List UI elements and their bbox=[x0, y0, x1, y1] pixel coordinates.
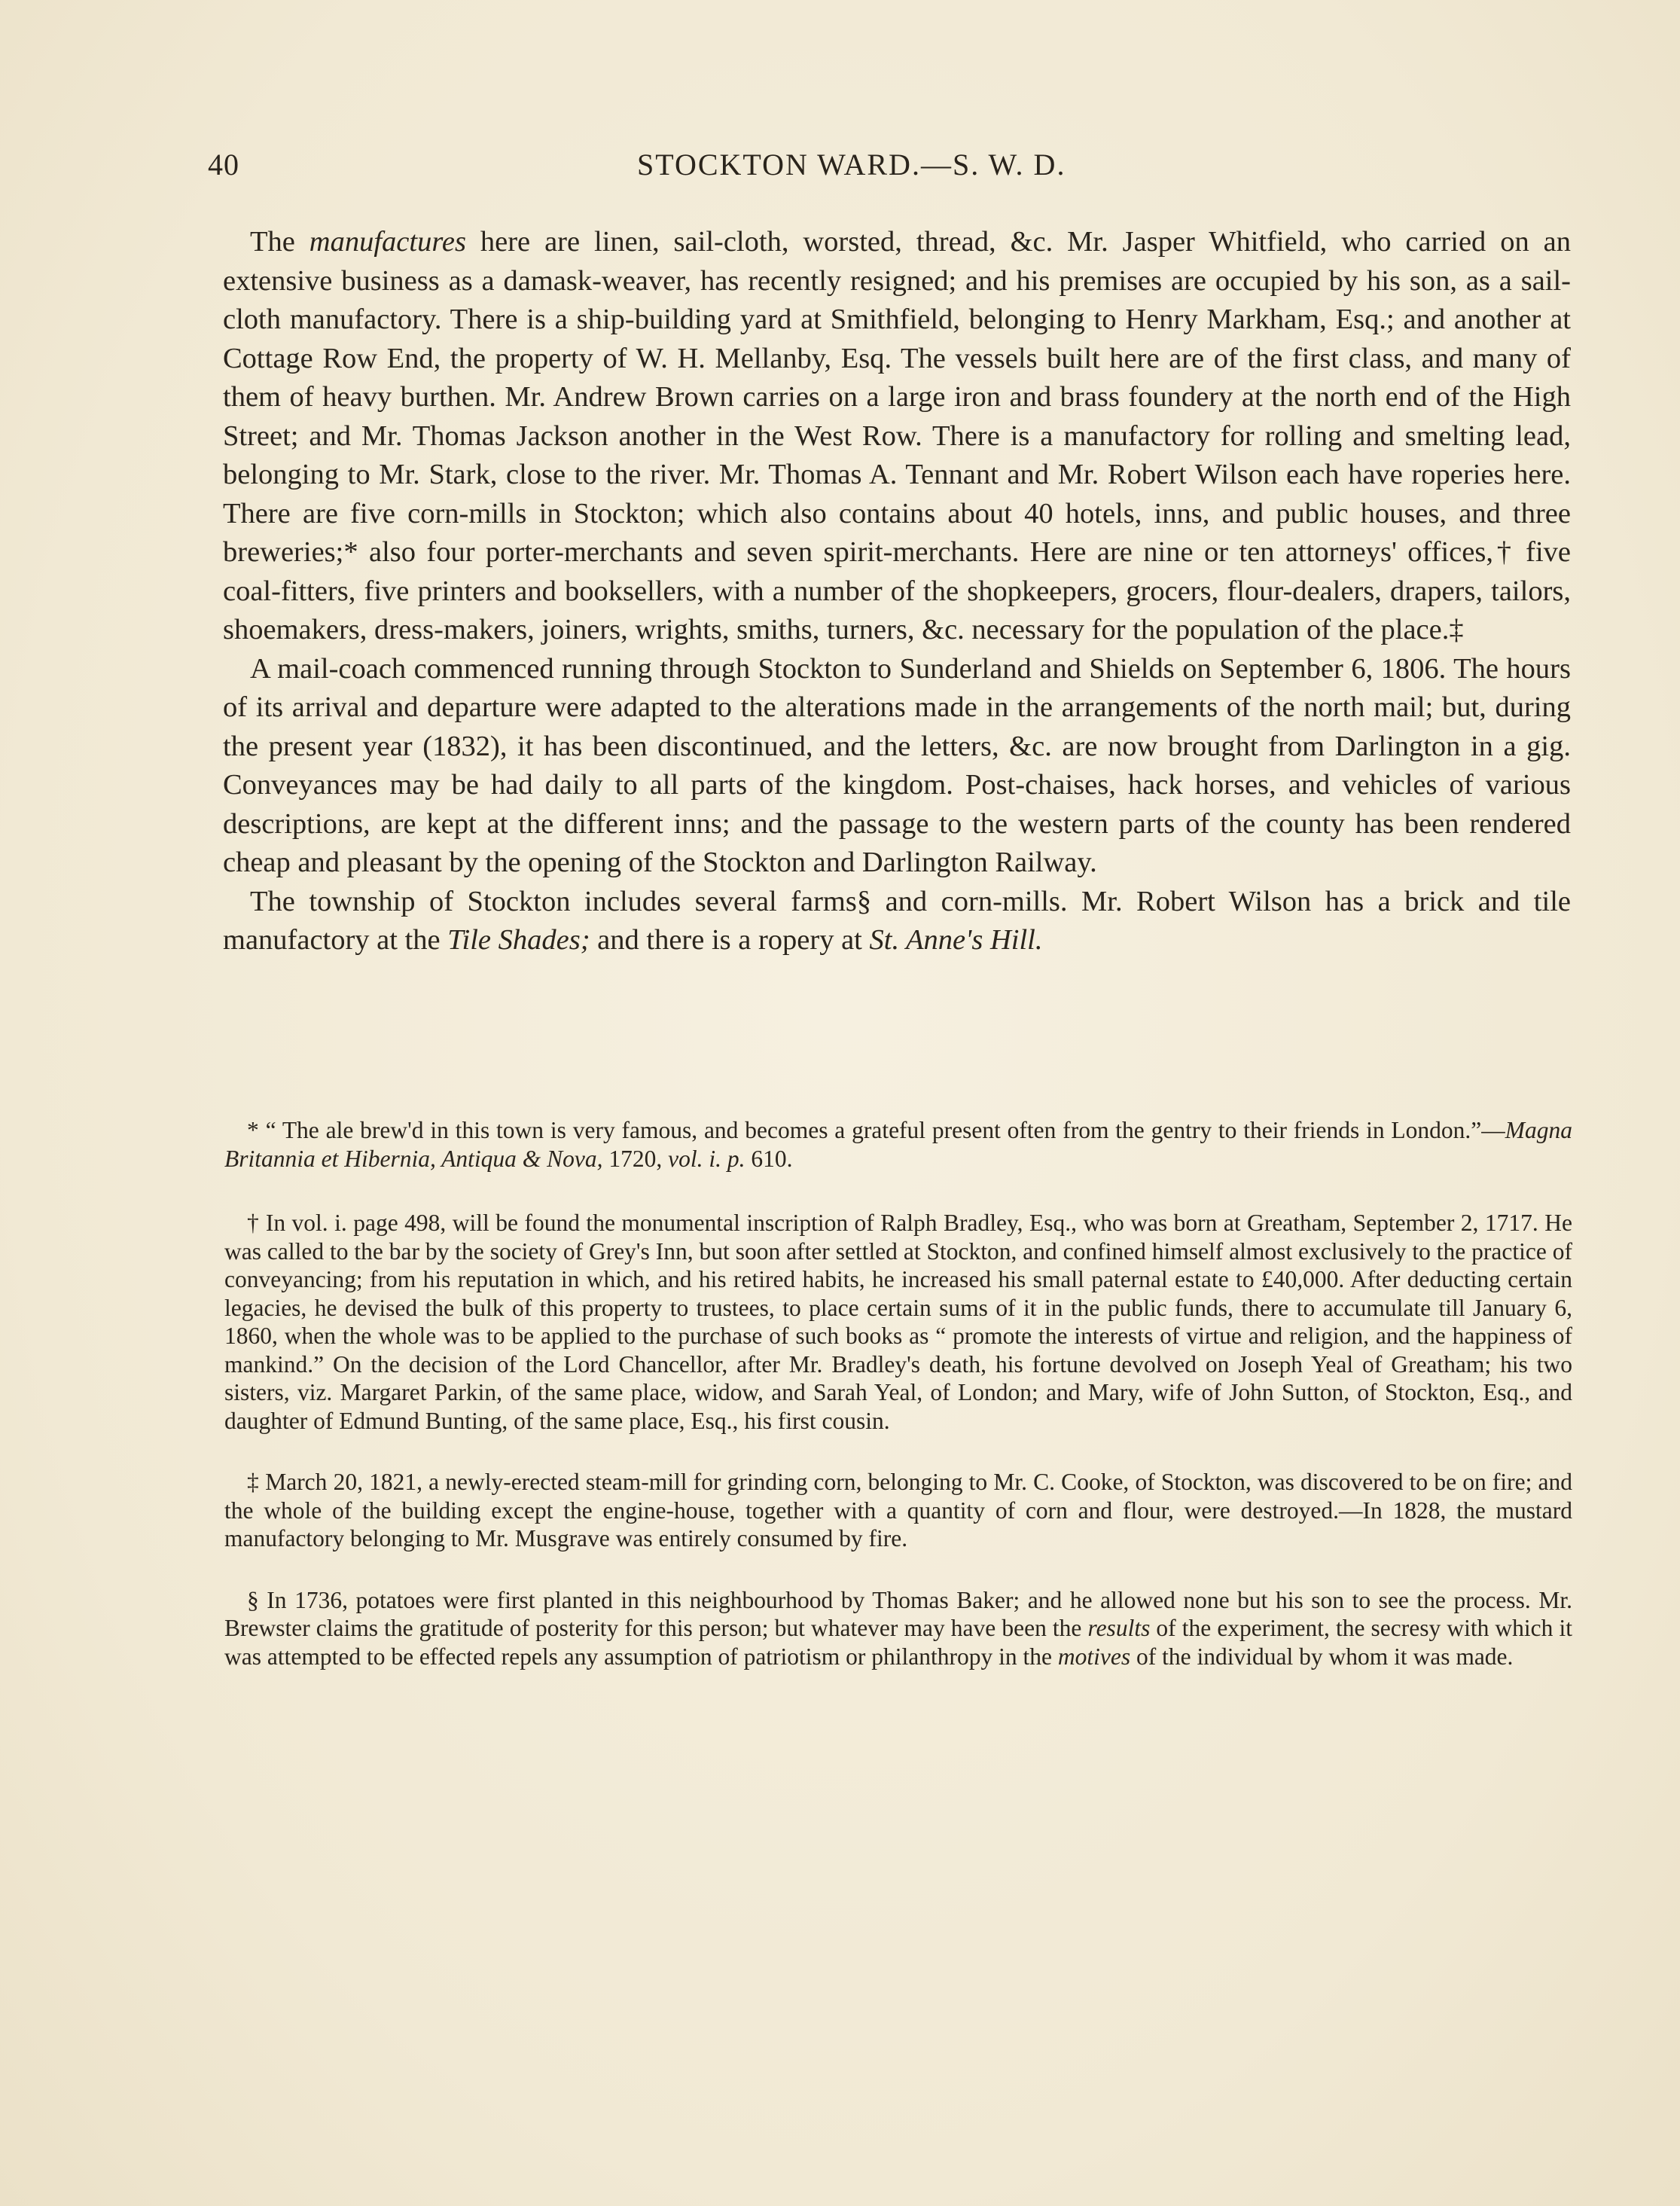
page-number: 40 bbox=[208, 148, 239, 182]
footnote-dagger: † In vol. i. page 498, will be found the monumental inscription of Ralph Bradley, Esq., who was born at Greatham, September 2, 1717. He was called to the bar by the society of Grey's Inn, but soon after settled at Stockton, and confined himself almost exclusively to the practice of conveyancing; from his reputation in which, and his retired habits, he increased his small paternal estate to £40,000. After deducting certain legacies, he devised the bulk of this property to trustees, to place certain sums of it in the public funds, there to accumulate till January 6, 1860, when the whole was to be applied to the purchase of such books as “ promote the interests of virtue and religion, and the happiness of mankind.” On the decision of the Lord Chancellor, after Mr. Bradley's death, his fortune devolved on Joseph Yeal of Greatham; his two sisters, viz. Margaret Parkin, of the same place, widow, and Sarah Yeal, of London; and Mary, wife of John Sutton, of Stockton, Esq., and daughter of Edmund Bunting, of the same place, Esq., his first cousin. bbox=[224, 1210, 1572, 1434]
italic-run: vol. i. p. bbox=[668, 1145, 745, 1172]
italic-run: Magna Britannia et Hibernia, Antiqua & Nova, bbox=[224, 1117, 1572, 1172]
italic-run: St. Anne's Hill. bbox=[869, 924, 1043, 956]
italic-run: motives bbox=[1057, 1643, 1131, 1670]
text-run: here are linen, sail-cloth, worsted, thread, &c. Mr. Jasper Whitfield, who carried on an extensive business as a damask-weaver, has recently resigned; and his premises are occupied by his son, as a sail-cloth manufactory. There is a ship-building yard at Smithfield, belonging to Henry Markham, Esq.; and another at Cottage Row End, the property of W. H. Mellanby, Esq. The vessels built here are of the first class, and many of them of heavy burthen. Mr. Andrew Brown carries on a large iron and brass foundery at the north end of the High Street; and Mr. Thomas Jackson another in the West Row. There is a manufactory for rolling and smelting lead, belonging to Mr. Stark, close to the river. Mr. Thomas A. Tennant and Mr. Robert Wilson each have roperies here. There are five corn-mills in Stockton; which also contains about 40 hotels, inns, and public houses, and three breweries;* also four porter-merchants and seven spirit-merchants. Here are nine or ten attorneys' offices,† five coal-fitters, five printers and booksellers, with a number of the shopkeepers, grocers, flour-dealers, drapers, tailors, shoemakers, dress-makers, joiners, wrights, smiths, turners, &c. necessary for the population of the place.‡ bbox=[223, 226, 1571, 645]
text-run: of the experiment, the secresy with which it was attempted to be effected repels any assumption of patriotism or philanthropy in the bbox=[224, 1615, 1572, 1670]
italic-run: manufactures bbox=[309, 226, 466, 258]
text-run: The township of Stockton includes several farms§ and corn-mills. Mr. Robert Wilson has a brick and tile manufactory at the bbox=[223, 885, 1571, 956]
page-header bbox=[208, 147, 1578, 192]
text-run: * “ The ale brew'd in this town is very famous, and becomes a grateful present often from the gentry to their friends in London.”— bbox=[247, 1117, 1505, 1143]
text-run: § In 1736, potatoes were first planted in this neighbourhood by Thomas Baker; and he allowed none but his son to see the process. Mr. Brewster claims the gratitude of posterity for this person; but whatever may have been the bbox=[224, 1586, 1572, 1641]
footnote-double-dagger: ‡ March 20, 1821, a newly-erected steam-mill for grinding corn, belonging to Mr. C. Cooke, of Stockton, was discovered to be on fire; and the whole of the building except the engine-house, together with a quantity of corn and flour, were destroyed.—In 1828, the mustard manufactory belonging to Mr. Musgrave was entirely consumed by fire. bbox=[224, 1469, 1572, 1552]
text-run: 610. bbox=[745, 1145, 793, 1172]
italic-run: results bbox=[1087, 1615, 1151, 1641]
paragraph-manufactures bbox=[223, 223, 1571, 650]
footnote-asterisk bbox=[224, 1116, 1572, 1173]
italic-run: Tile Shades; bbox=[447, 924, 590, 956]
text-run: and there is a ropery at bbox=[590, 924, 870, 956]
paragraph-mail-coach: A mail-coach commenced running through Stockton to Sunderland and Shields on September 6, 1806. The hours of its arrival and departure were adapted to the alterations made in the arrangements of the north mail; but, during the present year (1832), it has been discontinued, and the letters, &c. are now brought from Darlington in a gig. Conveyances may be had daily to all parts of the kingdom. Post-chaises, hack horses, and vehicles of various descriptions, are kept at the different inns; and the passage to the western parts of the county has been rendered cheap and pleasant by the opening of the Stockton and Darlington Railway. bbox=[223, 652, 1571, 878]
text-run: of the individual by whom it was made. bbox=[1130, 1643, 1514, 1670]
text-run: The bbox=[250, 226, 309, 258]
footnote-section bbox=[224, 1586, 1572, 1671]
main-text bbox=[223, 223, 1571, 960]
paragraph-township bbox=[223, 883, 1571, 960]
running-head: STOCKTON WARD.—S. W. D. bbox=[637, 148, 1066, 182]
footnotes bbox=[224, 1116, 1572, 1704]
text-run: 1720, bbox=[602, 1145, 669, 1172]
